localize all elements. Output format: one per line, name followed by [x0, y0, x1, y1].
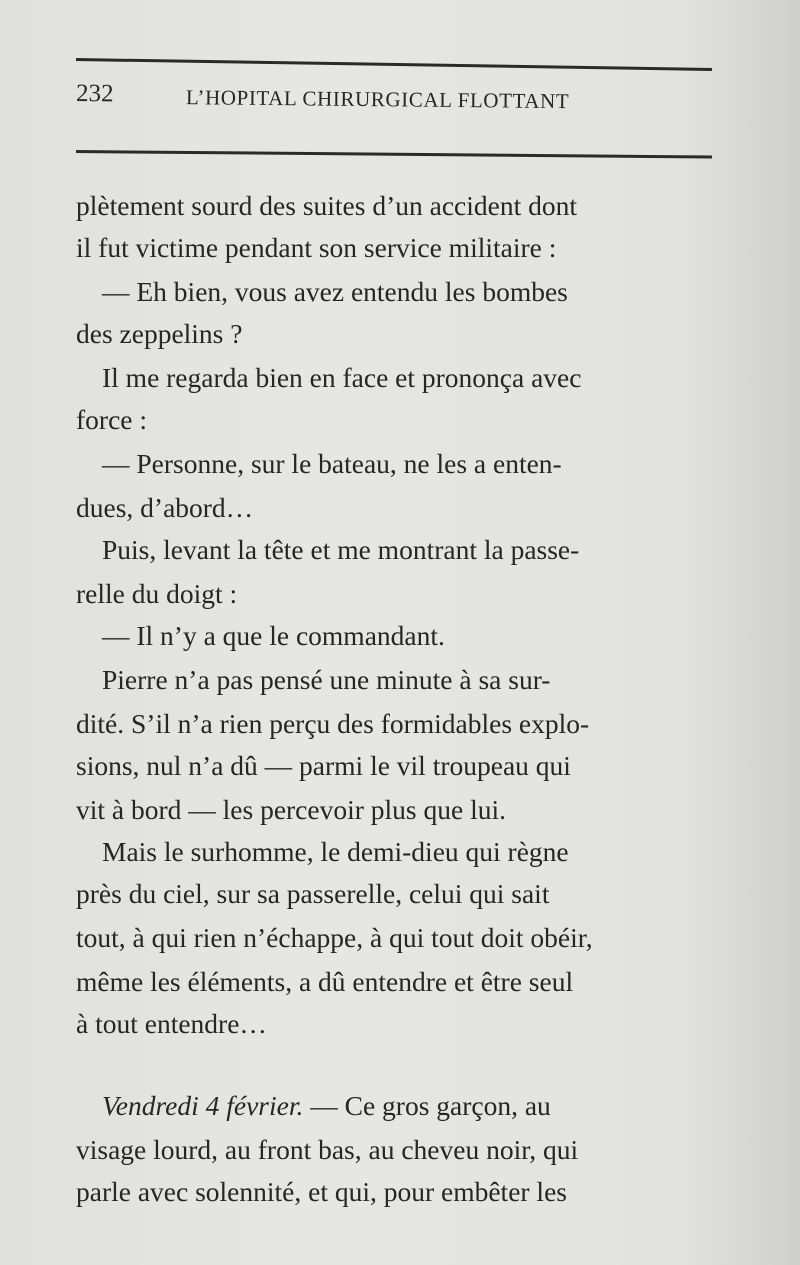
- text-line: à tout entendre…: [76, 1008, 267, 1039]
- text-line: — Personne, sur le bateau, ne les a enten-: [102, 448, 562, 479]
- entry-date: Vendredi 4 février.: [102, 1090, 304, 1121]
- page-number: 232: [75, 80, 114, 108]
- diary-entry-first-line: [76, 1084, 551, 1128]
- text-line: Il me regarda bien en face et prononça avec: [102, 362, 582, 393]
- header-rule-top: [76, 58, 712, 71]
- running-title: L’HOPITAL CHIRURGICAL FLOTTANT: [185, 85, 570, 114]
- text-line: des zeppelins ?: [76, 318, 243, 349]
- text-line: il fut victime pendant son service militaire :: [76, 232, 557, 263]
- text-line: Puis, levant la tête et me montrant la passe-: [102, 534, 580, 565]
- text-line: — Il n’y a que le commandant.: [102, 620, 445, 651]
- text-line: visage lourd, au front bas, au cheveu noir, qui: [76, 1134, 579, 1165]
- text-line: parle avec solennité, et qui, pour embêter les: [76, 1176, 567, 1207]
- text-line: dues, d’abord…: [76, 492, 254, 523]
- page-header: [76, 80, 716, 121]
- text-line: — Eh bien, vous avez entendu les bombes: [102, 276, 568, 307]
- header-rule-bottom: [76, 150, 712, 159]
- text-line: près du ciel, sur sa passerelle, celui qui sait: [76, 878, 550, 909]
- text-line: Pierre n’a pas pensé une minute à sa sur-: [102, 664, 551, 695]
- entry-text: — Ce gros garçon, au: [303, 1090, 551, 1121]
- text-line: dité. S’il n’a rien perçu des formidables explo-: [76, 708, 590, 739]
- text-line: force :: [76, 404, 147, 435]
- text-line: relle du doigt :: [76, 578, 238, 609]
- text-line: même les éléments, a dû entendre et être seul: [76, 966, 574, 997]
- text-line: sions, nul n’a dû — parmi le vil troupeau qui: [76, 750, 571, 781]
- text-line: tout, à qui rien n’échappe, à qui tout doit obéir,: [76, 922, 593, 953]
- text-line: Mais le surhomme, le demi-dieu qui règne: [102, 836, 569, 867]
- text-line: vit à bord — les percevoir plus que lui.: [76, 794, 506, 825]
- text-line: plètement sourd des suites d’un accident dont: [76, 190, 577, 221]
